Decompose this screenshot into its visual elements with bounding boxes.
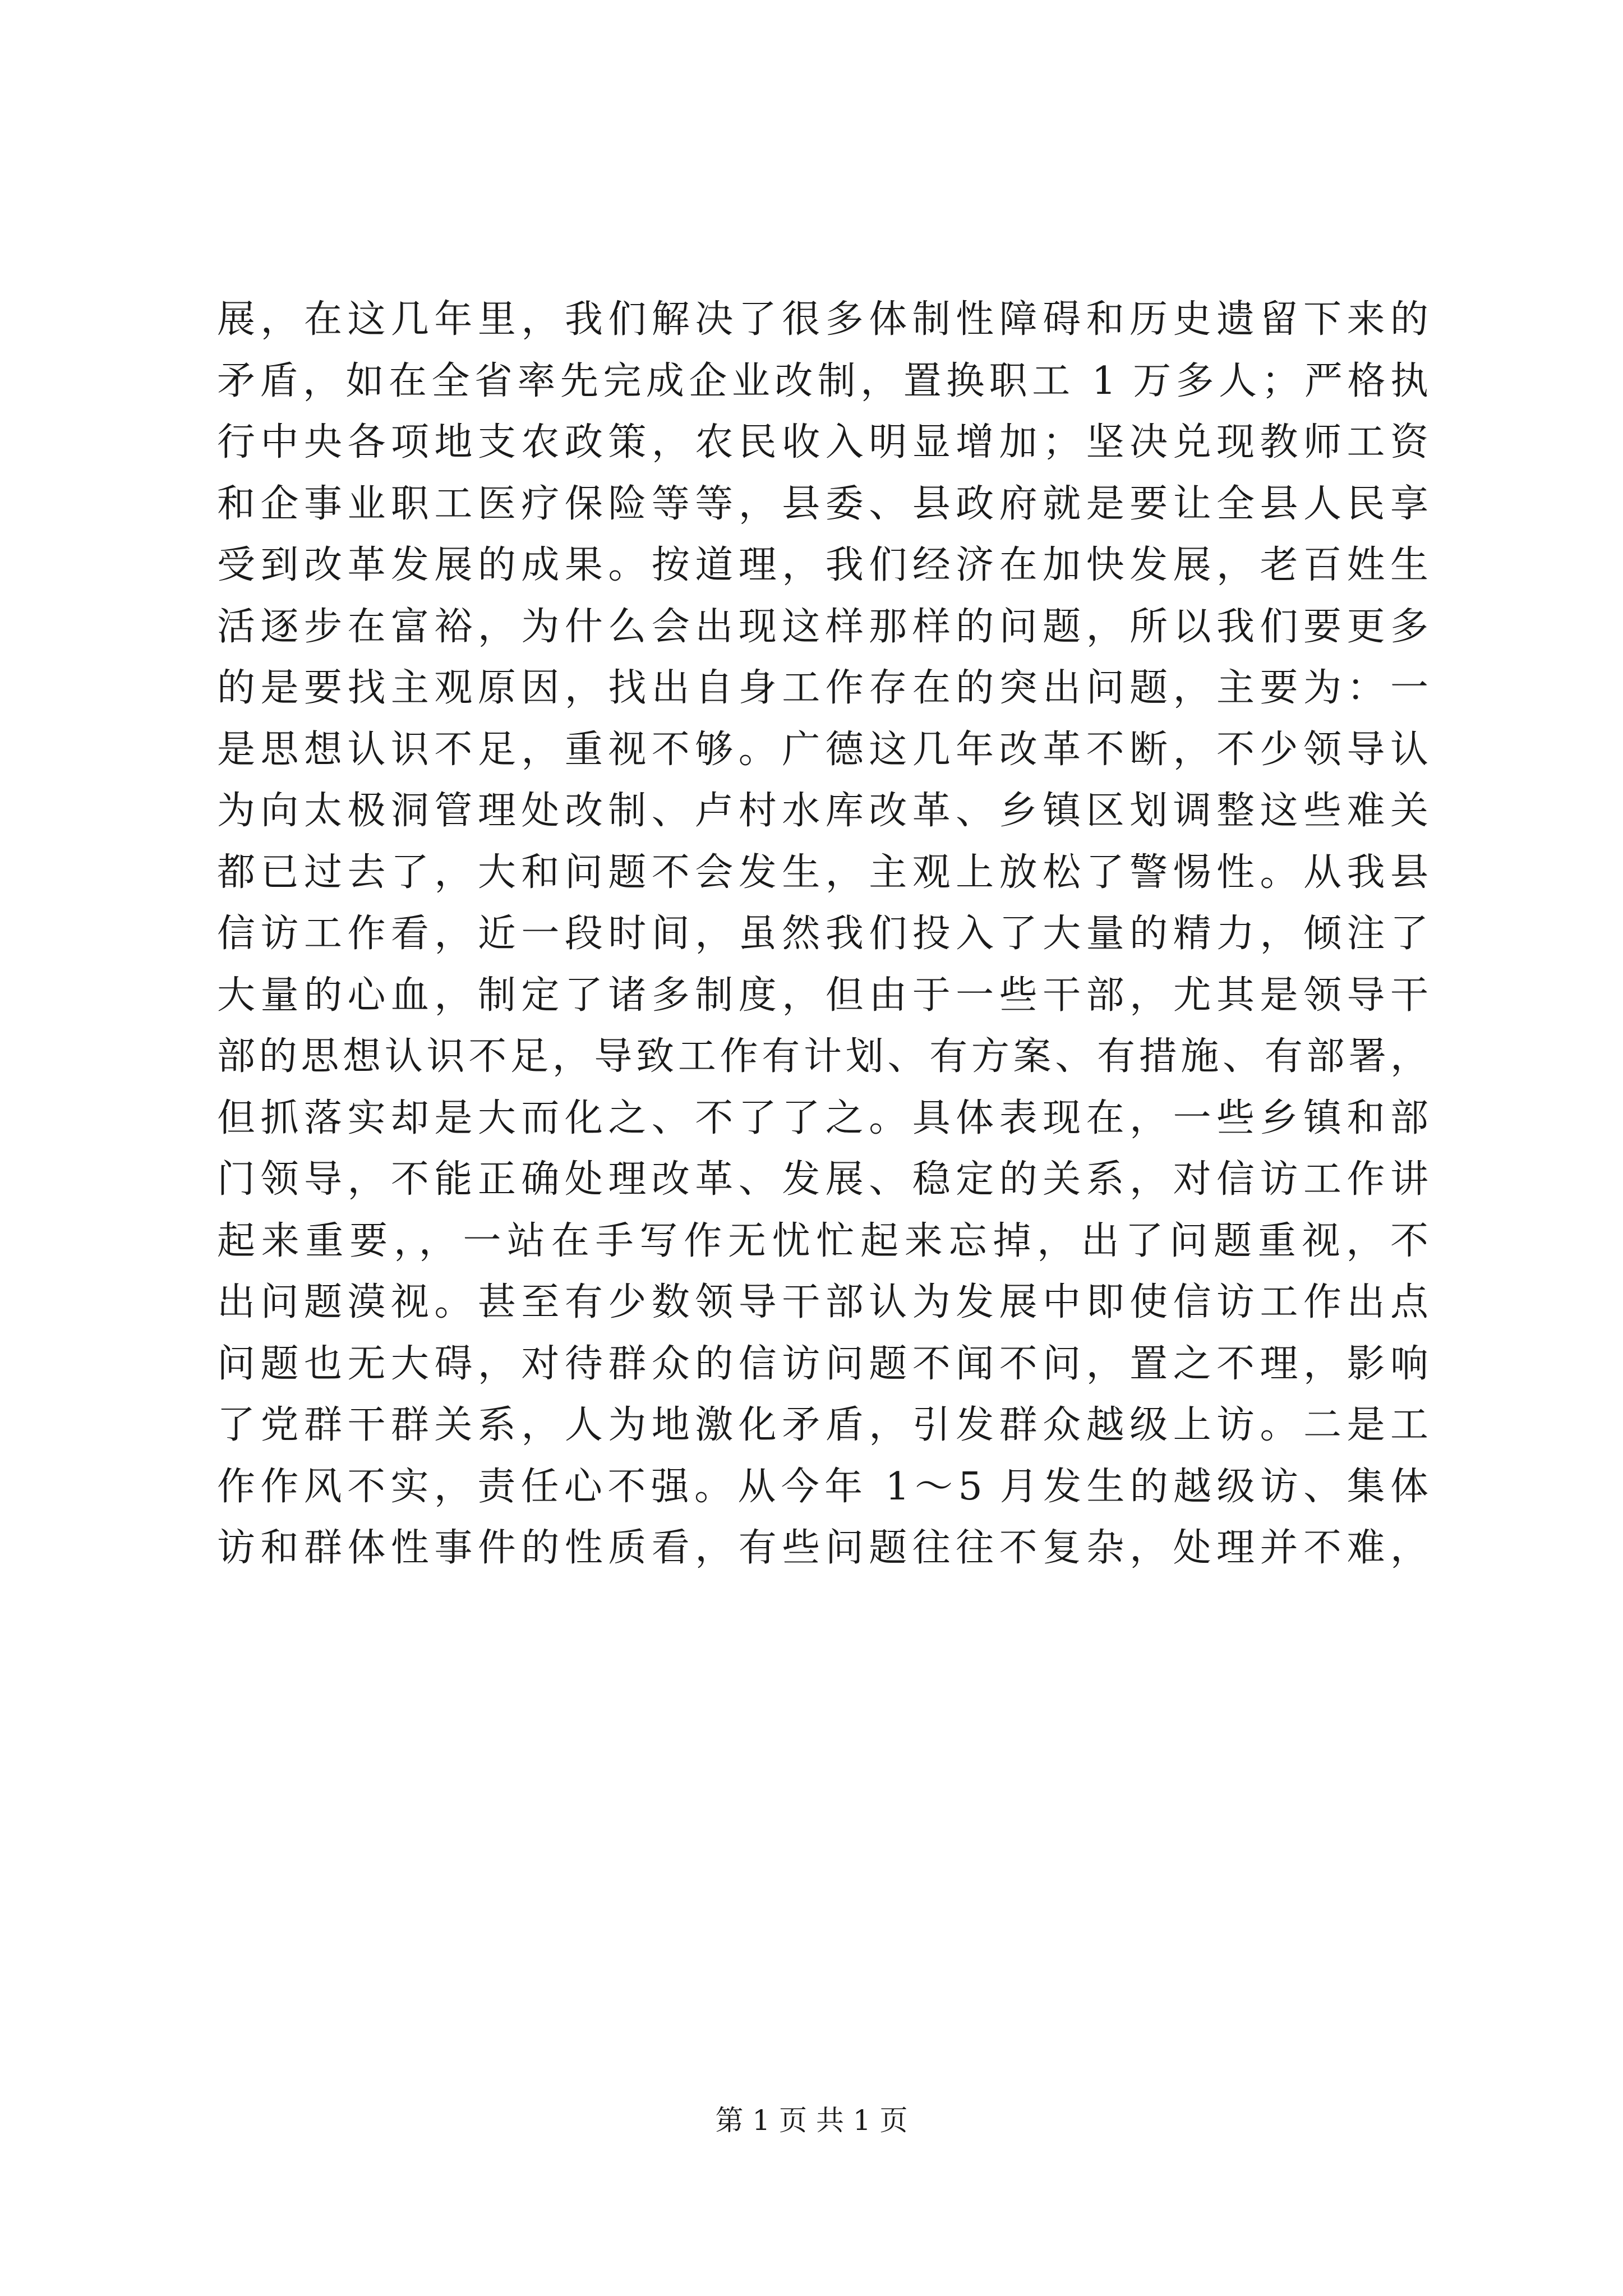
body-text — [217, 289, 1428, 1579]
text-line: 受到改革发展的成果。按道理，我们经济在加快发展，老百姓生 — [217, 543, 1428, 587]
page-number-label: 第 1 页 共 1 页 — [715, 2104, 908, 2137]
text-line: 行中央各项地支农政策，农民收入明显增加；坚决兑现教师工资 — [217, 420, 1428, 464]
text-line: 的是要找主观原因，找出自身工作存在的突出问题，主要为：一 — [217, 666, 1428, 710]
text-line: 活逐步在富裕，为什么会出现这样那样的问题，所以我们要更多 — [217, 604, 1428, 649]
text-line: 都已过去了，大和问题不会发生，主观上放松了警惕性。从我县 — [217, 850, 1428, 895]
text-line: 矛盾，如在全省率先完成企业改制，置换职工 1 万多人；严格执 — [217, 358, 1428, 403]
text-line: 访和群体性事件的性质看，有些问题往往不复杂，处理并不难， — [217, 1526, 1428, 1570]
text-line: 为向太极洞管理处改制、卢村水库改革、乡镇区划调整这些难关 — [217, 789, 1428, 833]
text-line: 展，在这几年里，我们解决了很多体制性障碍和历史遗留下来的 — [217, 297, 1428, 342]
text-line: 和企事业职工医疗保险等等，县委、县政府就是要让全县人民享 — [217, 481, 1428, 526]
text-line: 大量的心血，制定了诸多制度，但由于一些干部，尤其是领导干 — [217, 973, 1428, 1018]
page-footer — [0, 2101, 1623, 2140]
text-line: 出问题漠视。甚至有少数领导干部认为发展中即使信访工作出点 — [217, 1280, 1428, 1324]
text-line: 起来重要，，一站在手写作无忧忙起来忘掉，出了问题重视，不 — [217, 1218, 1428, 1263]
text-line: 了党群干群关系，人为地激化矛盾，引发群众越级上访。二是工 — [217, 1403, 1428, 1447]
text-line: 但抓落实却是大而化之、不了了之。具体表现在，一些乡镇和部 — [217, 1096, 1428, 1140]
text-line: 部的思想认识不足，导致工作有计划、有方案、有措施、有部署， — [217, 1034, 1428, 1079]
text-line: 信访工作看，近一段时间，虽然我们投入了大量的精力，倾注了 — [217, 912, 1428, 956]
text-line: 门领导，不能正确处理改革、发展、稳定的关系，对信访工作讲 — [217, 1157, 1428, 1202]
text-line: 作作风不实，责任心不强。从今年 1～5 月发生的越级访、集体 — [217, 1464, 1428, 1509]
text-line: 问题也无大碍，对待群众的信访问题不闻不问，置之不理，影响 — [217, 1341, 1428, 1386]
text-line: 是思想认识不足，重视不够。广德这几年改革不断，不少领导认 — [217, 727, 1428, 772]
